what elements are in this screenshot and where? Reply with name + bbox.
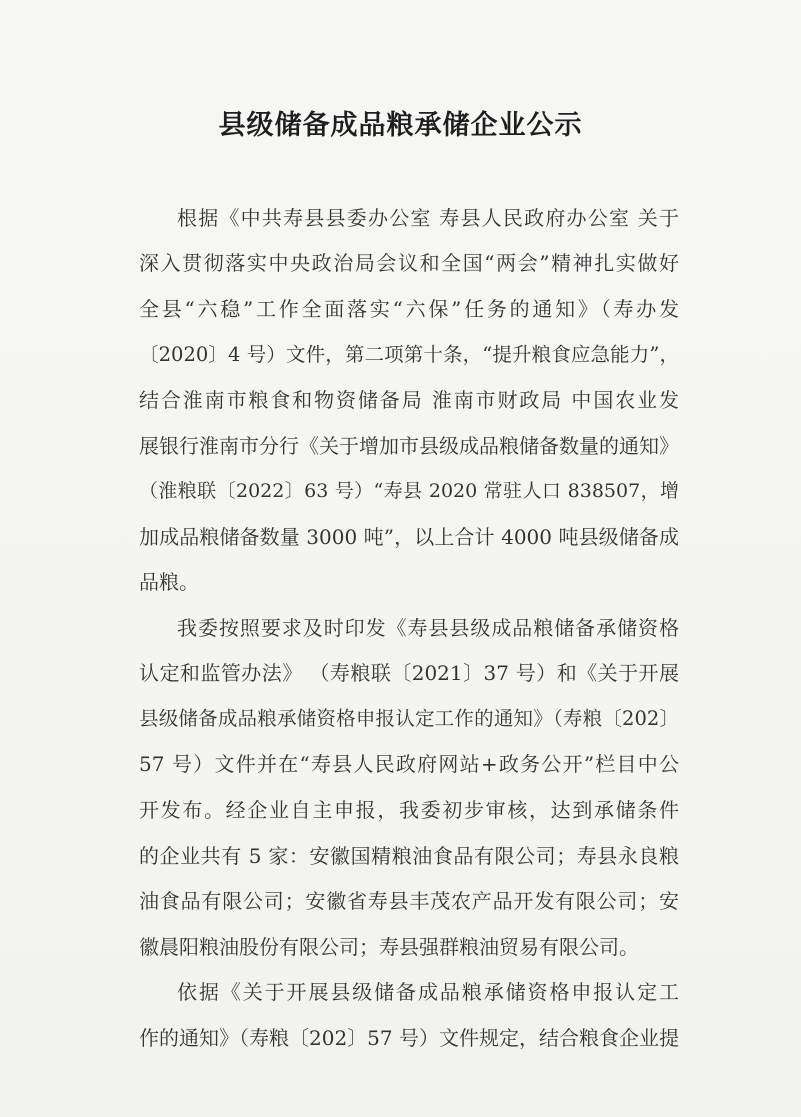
paragraph-2-line-6: 的企业共有 5 家：安徽国精粮油食品有限公司；寿县永良粮 xyxy=(139,844,679,868)
paragraph-2-line-2: 认定和监管办法》 （寿粮联〔2021〕37 号）和《关于开展 xyxy=(139,661,679,685)
paragraph-2-line-7: 油食品有限公司；安徽省寿县丰茂农产品开发有限公司；安 xyxy=(139,889,679,913)
paragraph-2-line-4: 57 号）文件并在“寿县人民政府网站+政务公开”栏目中公 xyxy=(139,752,679,776)
paragraph-1-line-5: 结合淮南市粮食和物资储备局 淮南市财政局 中国农业发 xyxy=(139,388,679,412)
paragraph-1-line-9: 品粮。 xyxy=(139,570,199,594)
paragraph-1-line-8: 加成品粮储备数量 3000 吨”，以上合计 4000 吨县级储备成 xyxy=(139,525,679,549)
paragraph-1-line-3: 全县“六稳”工作全面落实“六保”任务的通知》（寿办发 xyxy=(139,297,679,321)
paragraph-3-line-1: 依据《关于开展县级储备成品粮承储资格申报认定工 xyxy=(177,980,679,1004)
paragraph-2-line-3: 县级储备成品粮承储资格申报认定工作的通知》（寿粮〔202〕 xyxy=(139,707,679,730)
paragraph-1-line-4: 〔2020〕4 号）文件，第二项第十条，“提升粮食应急能力”， xyxy=(139,343,679,366)
paragraph-1-line-2: 深入贯彻落实中央政治局会议和全国“两会”精神扎实做好 xyxy=(139,251,679,275)
paragraph-2-line-1: 我委按照要求及时印发《寿县县级成品粮储备承储资格 xyxy=(177,616,679,640)
paragraph-1-line-7: （淮粮联〔2022〕63 号）“寿县 2020 常驻人口 838507，增 xyxy=(139,480,679,502)
document-title: 县级储备成品粮承储企业公示 xyxy=(218,110,583,141)
paragraph-2-line-8: 徽晨阳粮油股份有限公司；寿县强群粮油贸易有限公司。 xyxy=(139,935,639,959)
paragraph-3-line-2: 作的通知》（寿粮〔202〕57 号）文件规定，结合粮食企业提 xyxy=(139,1026,679,1050)
paragraph-1-line-1: 根据《中共寿县县委办公室 寿县人民政府办公室 关于 xyxy=(177,206,679,230)
paragraph-2-line-5: 开发布。经企业自主申报，我委初步审核，达到承储条件 xyxy=(139,798,679,822)
paragraph-1-line-6: 展银行淮南市分行《关于增加市县级成品粮储备数量的通知》 xyxy=(139,434,679,458)
